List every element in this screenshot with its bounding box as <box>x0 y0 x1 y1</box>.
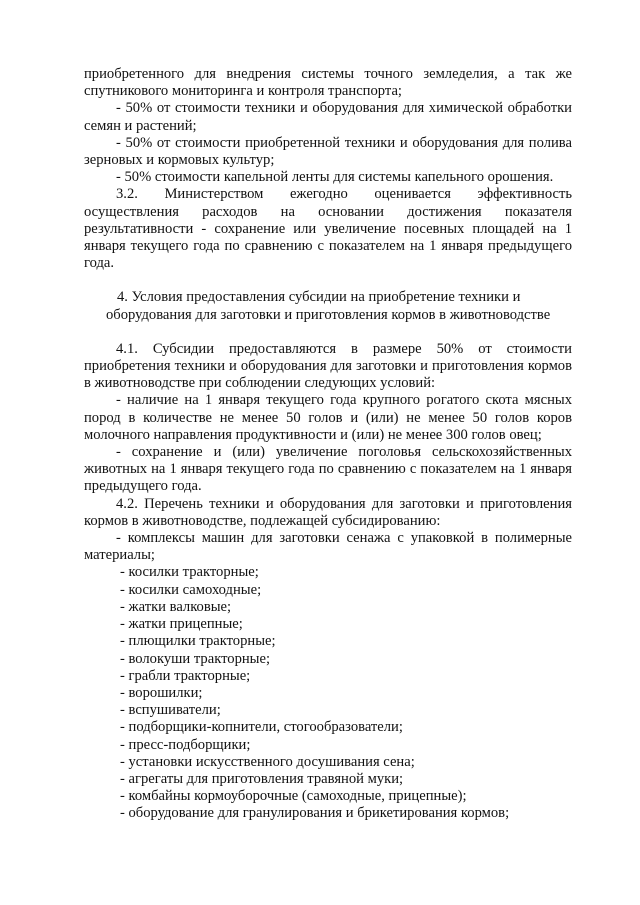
list-item: - волокуши тракторные; <box>120 650 271 667</box>
paragraph: 4.2. Перечень техники и оборудования для заготовки и приготовления кормов в животноводстве, подлежащей субсидированию: <box>84 495 572 529</box>
list-item: - агрегаты для приготовления травяной муки; <box>120 770 404 787</box>
paragraph: 3.2. Министерством ежегодно оценивается эффективность осуществления расходов на основании достижения показателя результативности - сохранение или увеличение посевных площадей на 1 января текущего года по сравнению с показателем на 1 января предыдущего года. <box>84 186 572 272</box>
spacer <box>84 324 572 341</box>
equipment-list <box>84 564 572 822</box>
section-heading <box>84 289 572 323</box>
section-heading-line: 4. Условия предоставления субсидии на приобретение техники и <box>117 289 521 306</box>
list-item: - грабли тракторные; <box>120 667 251 684</box>
paragraph: 4.1. Субсидии предоставляются в размере 50% от стоимости приобретения техники и оборудования для заготовки и приготовления кормов в животноводстве при соблюдении следующих условий: <box>84 340 572 392</box>
list-item: - комплексы машин для заготовки сенажа с упаковкой в полимерные материалы; <box>84 530 572 564</box>
spacer <box>84 272 572 289</box>
list-item: - жатки валковые; <box>120 598 232 615</box>
list-item: - 50% стоимости капельной ленты для системы капельного орошения. <box>116 169 554 186</box>
list-item: - ворошилки; <box>120 684 203 701</box>
list-item: - косилки тракторные; <box>120 564 259 581</box>
list-item: - жатки прицепные; <box>120 616 243 633</box>
document-body <box>84 66 572 823</box>
list-item: - 50% от стоимости техники и оборудования для химической обработки семян и растений; <box>84 100 572 134</box>
list-item: - подборщики-копнители, стогообразователи; <box>120 719 403 736</box>
list-item: - вспушиватели; <box>120 702 221 719</box>
list-item: - косилки самоходные; <box>120 581 262 598</box>
list-item: - плющилки тракторные; <box>120 633 276 650</box>
paragraph: приобретенного для внедрения системы точного земледелия, а так же спутникового мониторинга и контроля транспорта; <box>84 66 572 100</box>
list-item: - наличие на 1 января текущего года крупного рогатого скота мясных пород в количестве не менее 50 голов и (или) не менее 50 голов коров молочного направления продуктивности и (или) не менее 300 голов овец; <box>84 392 572 443</box>
list-item: - сохранение и (или) увеличение поголовья сельскохозяйственных животных на 1 января текущего года по сравнению с показателем на 1 января предыдущего года. <box>84 444 572 495</box>
list-item: - 50% от стоимости приобретенной техники и оборудования для полива зерновых и кормовых культур; <box>84 134 572 169</box>
list-item: - оборудование для гранулирования и брикетирования кормов; <box>120 805 510 822</box>
list-item: - комбайны кормоуборочные (самоходные, прицепные); <box>120 788 467 805</box>
list-item: - установки искусственного досушивания сена; <box>120 753 415 770</box>
section-heading-line: оборудования для заготовки и приготовления кормов в животноводстве <box>106 306 551 323</box>
list-item: - пресс-подборщики; <box>120 736 251 753</box>
